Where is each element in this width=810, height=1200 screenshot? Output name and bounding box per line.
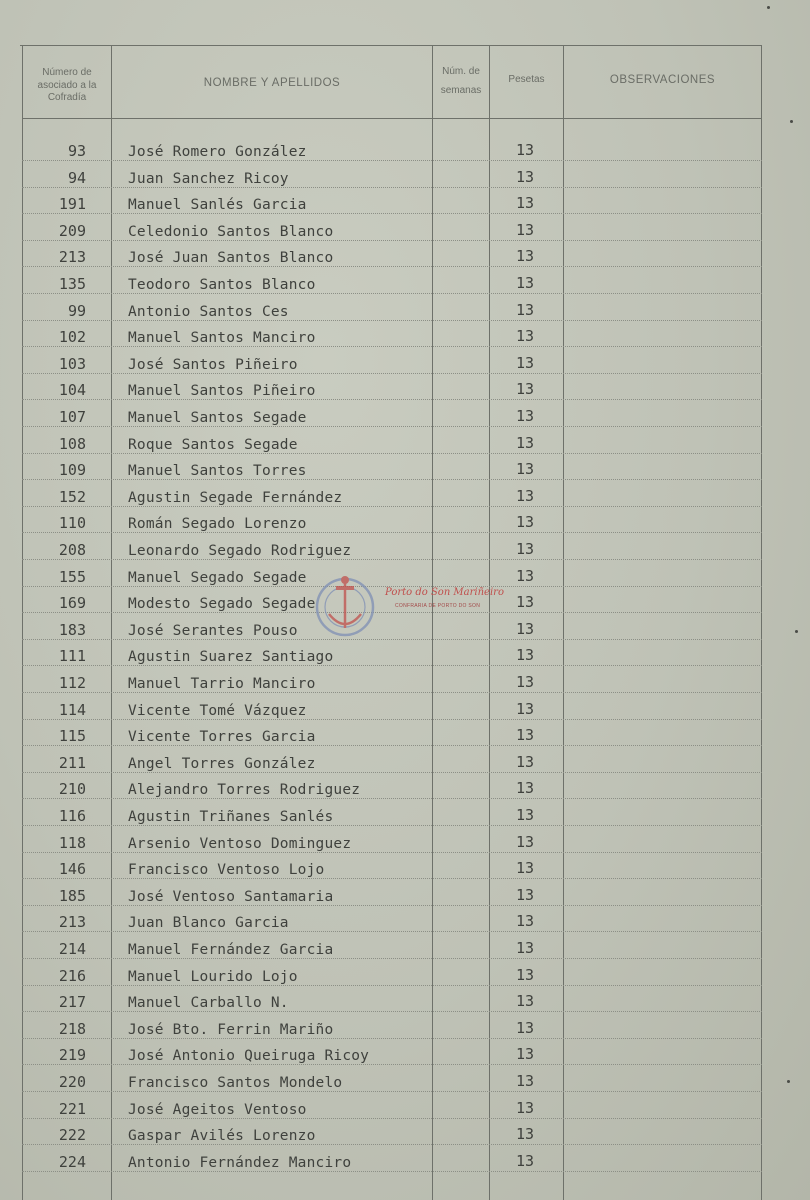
member-name: Roque Santos Segade bbox=[128, 436, 298, 453]
pesetas-value: 13 bbox=[515, 806, 535, 824]
member-number: 109 bbox=[58, 461, 86, 480]
stamp-title: Porto do Son Mariñeiro bbox=[385, 587, 504, 598]
member-number: 104 bbox=[58, 381, 86, 400]
paper-speck bbox=[787, 1080, 790, 1083]
member-name: Juan Blanco Garcia bbox=[128, 915, 289, 932]
table-row bbox=[0, 428, 810, 455]
member-name: Francisco Santos Mondelo bbox=[128, 1075, 343, 1091]
table-row bbox=[0, 1093, 810, 1120]
member-name: Agustin Segade Fernández bbox=[128, 489, 343, 506]
pesetas-value: 13 bbox=[515, 699, 535, 718]
member-number: 208 bbox=[58, 541, 86, 559]
pesetas-value: 13 bbox=[515, 593, 535, 612]
member-name: Manuel Carballo N. bbox=[128, 995, 289, 1012]
member-name: Manuel Tarrio Manciro bbox=[128, 676, 316, 692]
table-row bbox=[0, 720, 810, 747]
table-row bbox=[0, 960, 810, 987]
pesetas-value: 13 bbox=[515, 460, 535, 479]
pesetas-value: 13 bbox=[515, 300, 535, 319]
member-name: Arsenio Ventoso Dominguez bbox=[128, 835, 352, 852]
member-name: Agustin Triñanes Sanlés bbox=[128, 809, 334, 825]
member-number: 155 bbox=[58, 567, 86, 586]
member-number: 102 bbox=[58, 328, 86, 347]
member-name: Teodoro Santos Blanco bbox=[128, 277, 316, 293]
member-number: 111 bbox=[58, 647, 86, 666]
table-row bbox=[0, 694, 810, 721]
pesetas-value: 13 bbox=[515, 752, 535, 771]
table-row bbox=[0, 241, 810, 268]
header-semanas: Núm. de semanas bbox=[440, 66, 482, 96]
member-name: José Santos Piñeiro bbox=[128, 356, 298, 373]
table-row bbox=[0, 1066, 810, 1093]
member-name: Gaspar Avilés Lorenzo bbox=[128, 1128, 316, 1145]
pesetas-value: 13 bbox=[515, 486, 535, 505]
member-name: Vicente Tomé Vázquez bbox=[128, 702, 307, 719]
pesetas-value: 13 bbox=[515, 726, 535, 745]
table-row bbox=[0, 401, 810, 428]
paper-speck bbox=[795, 630, 798, 633]
member-name: Manuel Santos Torres bbox=[128, 463, 307, 480]
member-name: José Ventoso Santamaria bbox=[128, 888, 334, 905]
table-row bbox=[0, 1013, 810, 1040]
pesetas-value: 13 bbox=[515, 194, 535, 213]
member-name: José Serantes Pouso bbox=[128, 622, 298, 639]
pesetas-value: 13 bbox=[515, 885, 535, 904]
member-name: Vicente Torres Garcia bbox=[128, 729, 316, 746]
member-number: 214 bbox=[58, 940, 86, 958]
pesetas-value: 13 bbox=[515, 380, 535, 399]
header-numero: Número de asociado a la Cofradía bbox=[37, 67, 97, 103]
member-name: José Bto. Ferrin Mariño bbox=[128, 1021, 334, 1038]
table-row bbox=[0, 268, 810, 295]
table-row bbox=[0, 215, 810, 242]
member-number: 99 bbox=[67, 301, 86, 320]
pesetas-value: 13 bbox=[515, 965, 535, 984]
member-name: Leonardo Segado Rodriguez bbox=[128, 543, 352, 559]
table-row bbox=[0, 986, 810, 1013]
pesetas-value: 13 bbox=[515, 1072, 535, 1090]
table-row bbox=[0, 135, 810, 162]
member-number: 114 bbox=[58, 700, 86, 719]
member-name: Manuel Segado Segade bbox=[128, 569, 307, 586]
pesetas-value: 13 bbox=[515, 1151, 535, 1170]
pesetas-value: 13 bbox=[515, 327, 535, 346]
pesetas-value: 13 bbox=[515, 673, 535, 691]
pesetas-value: 13 bbox=[515, 540, 535, 558]
member-number: 112 bbox=[58, 674, 86, 692]
member-name: Manuel Santos Segade bbox=[128, 410, 307, 426]
member-number: 110 bbox=[58, 514, 86, 533]
member-number: 221 bbox=[58, 1099, 86, 1118]
member-number: 115 bbox=[58, 727, 86, 746]
member-name: Antonio Fernández Manciro bbox=[128, 1154, 352, 1171]
member-number: 93 bbox=[67, 142, 86, 160]
pesetas-value: 13 bbox=[515, 407, 535, 425]
table-row bbox=[0, 162, 810, 189]
pesetas-value: 13 bbox=[515, 1018, 535, 1037]
pesetas-value: 13 bbox=[515, 141, 535, 159]
pesetas-value: 13 bbox=[515, 1125, 535, 1144]
table-row bbox=[0, 1146, 810, 1173]
member-name: Modesto Segado Segade bbox=[128, 596, 316, 613]
header-pesetas: Pesetas bbox=[508, 74, 545, 85]
member-number: 94 bbox=[67, 168, 86, 187]
pesetas-value: 13 bbox=[515, 513, 535, 532]
pesetas-value: 13 bbox=[515, 939, 535, 957]
member-name: José Juan Santos Blanco bbox=[128, 250, 334, 267]
member-number: 191 bbox=[58, 195, 86, 214]
member-name: Manuel Santos Piñeiro bbox=[128, 383, 316, 400]
member-number: 211 bbox=[58, 753, 86, 772]
member-number: 169 bbox=[58, 594, 86, 613]
member-name: Manuel Sanlés Garcia bbox=[128, 197, 307, 214]
member-name: Agustin Suarez Santiago bbox=[128, 649, 334, 666]
dotted-rule bbox=[22, 1171, 762, 1172]
table-row bbox=[0, 880, 810, 907]
pesetas-value: 13 bbox=[515, 912, 535, 931]
pesetas-value: 13 bbox=[515, 619, 535, 638]
member-name: Celedonio Santos Blanco bbox=[128, 223, 334, 240]
table-row bbox=[0, 773, 810, 800]
member-number: 108 bbox=[58, 434, 86, 453]
pesetas-value: 13 bbox=[515, 274, 535, 292]
pesetas-value: 13 bbox=[515, 167, 535, 186]
table-row bbox=[0, 295, 810, 322]
member-name: José Ageitos Ventoso bbox=[128, 1101, 307, 1118]
member-number: 107 bbox=[58, 408, 86, 426]
pesetas-value: 13 bbox=[515, 779, 535, 798]
header-nombre: NOMBRE Y APELLIDOS bbox=[203, 77, 341, 89]
table-row bbox=[0, 374, 810, 401]
member-number: 146 bbox=[58, 860, 86, 879]
table-row bbox=[0, 853, 810, 880]
table-row bbox=[0, 454, 810, 481]
table-row bbox=[0, 747, 810, 774]
table-row bbox=[0, 667, 810, 694]
pesetas-value: 13 bbox=[515, 566, 535, 585]
table-row bbox=[0, 348, 810, 375]
header-observaciones: OBSERVACIONES bbox=[609, 74, 716, 86]
table-row bbox=[0, 188, 810, 215]
member-name: Angel Torres González bbox=[128, 755, 316, 772]
member-number: 224 bbox=[58, 1152, 86, 1171]
table-row bbox=[0, 1119, 810, 1146]
member-number: 183 bbox=[58, 620, 86, 639]
pesetas-value: 13 bbox=[515, 1098, 535, 1117]
member-name: Manuel Santos Manciro bbox=[128, 330, 316, 347]
member-number: 213 bbox=[58, 248, 86, 267]
paper-speck bbox=[790, 120, 793, 123]
member-name: Francisco Ventoso Lojo bbox=[128, 862, 325, 879]
table-row bbox=[0, 906, 810, 933]
member-number: 185 bbox=[58, 886, 86, 905]
member-number: 219 bbox=[58, 1046, 86, 1065]
member-number: 135 bbox=[58, 275, 86, 293]
member-number: 209 bbox=[58, 221, 86, 240]
member-number: 118 bbox=[58, 833, 86, 852]
table-row bbox=[0, 534, 810, 561]
member-number: 220 bbox=[58, 1073, 86, 1091]
table-row bbox=[0, 321, 810, 348]
table-row bbox=[0, 481, 810, 508]
pesetas-value: 13 bbox=[515, 859, 535, 878]
member-name: Manuel Lourido Lojo bbox=[128, 968, 298, 985]
member-name: Antonio Santos Ces bbox=[128, 303, 289, 320]
table-row bbox=[0, 827, 810, 854]
pesetas-value: 13 bbox=[515, 992, 535, 1011]
pesetas-value: 13 bbox=[515, 220, 535, 239]
pesetas-value: 13 bbox=[515, 646, 535, 665]
member-number: 218 bbox=[58, 1019, 86, 1038]
member-name: José Antonio Queiruga Ricoy bbox=[128, 1048, 370, 1065]
member-number: 210 bbox=[58, 780, 86, 799]
member-name: Alejandro Torres Rodriguez bbox=[128, 782, 361, 799]
pesetas-value: 13 bbox=[515, 247, 535, 266]
member-name: Manuel Fernández Garcia bbox=[128, 942, 334, 958]
header-bottom-border bbox=[22, 118, 762, 119]
pesetas-value: 13 bbox=[515, 433, 535, 452]
pesetas-value: 13 bbox=[515, 1045, 535, 1064]
table-row bbox=[0, 800, 810, 827]
table-row bbox=[0, 933, 810, 960]
member-number: 116 bbox=[58, 807, 86, 825]
member-number: 103 bbox=[58, 354, 86, 373]
member-number: 216 bbox=[58, 966, 86, 985]
table-row bbox=[0, 1039, 810, 1066]
member-number: 213 bbox=[58, 913, 86, 932]
member-name: José Romero González bbox=[128, 144, 307, 160]
table-row bbox=[0, 507, 810, 534]
member-name: Juan Sanchez Ricoy bbox=[128, 170, 289, 187]
member-number: 217 bbox=[58, 993, 86, 1012]
paper-speck bbox=[767, 6, 770, 9]
member-name: Román Segado Lorenzo bbox=[128, 516, 307, 533]
pesetas-value: 13 bbox=[515, 832, 535, 851]
table-top-border bbox=[20, 45, 762, 46]
member-number: 222 bbox=[58, 1126, 86, 1145]
member-number: 152 bbox=[58, 487, 86, 506]
pesetas-value: 13 bbox=[515, 353, 535, 372]
stamp-subtitle: CONFRARIA DE PORTO DO SON bbox=[395, 603, 481, 609]
